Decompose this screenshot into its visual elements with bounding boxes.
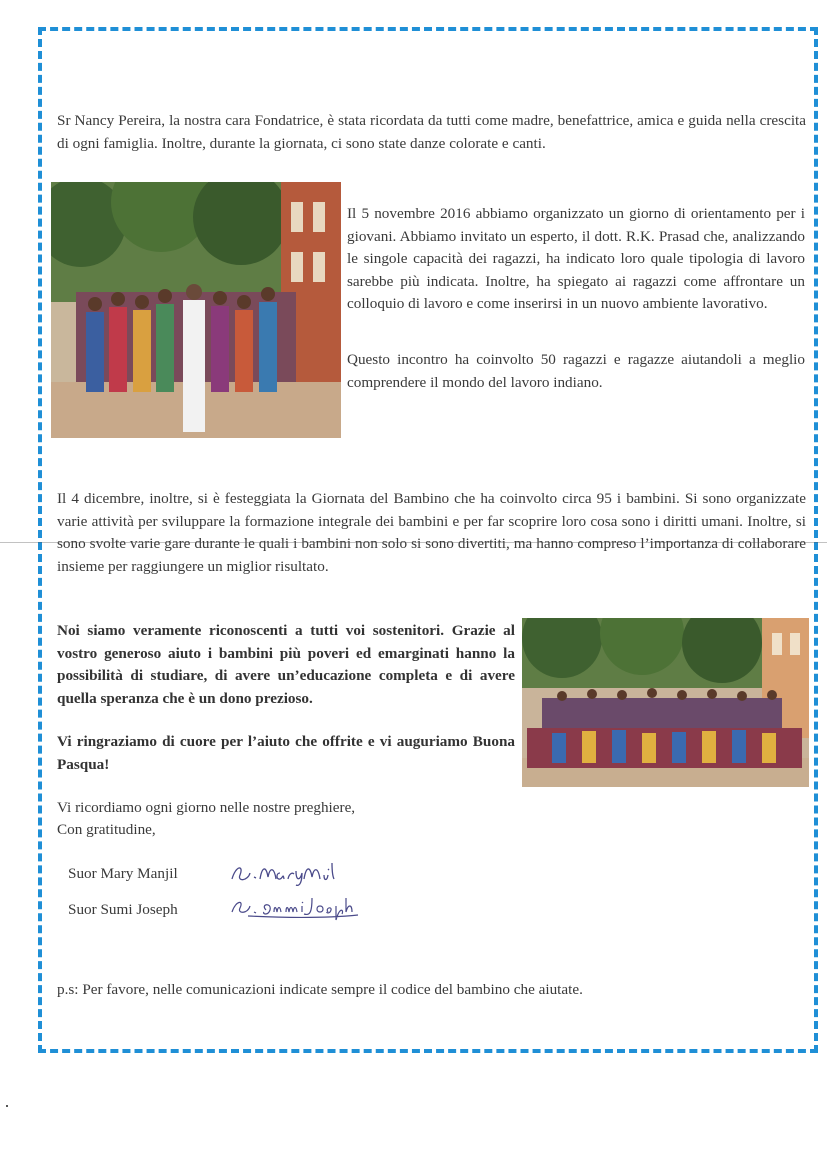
paper-fold-line xyxy=(0,542,827,543)
childrens-day-paragraph: Il 4 dicembre, inoltre, si è festeggiata la Giornata del Bambino che ha coinvolto circa 95 i bambini. Si sono organizzate varie attività per sviluppare la formazione integrale dei bambini e per far scoprire loro cosa sono i diritti umani. Inoltre, si sono svolte varie gare durante le quali i bambini non solo si sono divertiti, ma hanno compreso l’importanza di collaborare insieme per raggiungere un miglior risultato. xyxy=(57,490,806,575)
postscript: p.s: Per favore, nelle comunicazioni indicate sempre il codice del bambino che aiutate. xyxy=(57,981,583,998)
closing-line-2: Con gratitudine, xyxy=(57,821,156,838)
signatory-name-2: Suor Sumi Joseph xyxy=(68,901,178,918)
youth-group-photo xyxy=(51,182,341,438)
youth-group-photo-image xyxy=(51,182,341,438)
thanks-paragraph-1: Noi siamo veramente riconoscenti a tutti voi sostenitori. Grazie al vostro generoso aiuto i bambini più poveri ed emarginati hanno la possibilità di studiare, di avere un’educazione completa e di avere quella speranza che è un dono prezioso. xyxy=(57,622,515,707)
children-group-photo xyxy=(522,618,809,787)
thanks-paragraph-2: Vi ringraziamo di cuore per l’aiuto che offrite e vi auguriamo Buona Pasqua! xyxy=(57,733,515,773)
scan-speck xyxy=(6,1105,8,1107)
orientation-paragraph-1: Il 5 novembre 2016 abbiamo organizzato un giorno di orientamento per i giovani. Abbiamo invitato un esperto, il dott. R.K. Prasad che, analizzando le singole capacità dei ragazzi, ha indicato loro quale tipologia di lavoro sarebbe più indicata. Inoltre, ha spiegato ai ragazzi come affrontare un colloquio di lavoro e come inserirsi in un nuovo ambiente lavorativo. xyxy=(347,205,805,312)
handwritten-signature-2 xyxy=(228,892,363,922)
intro-paragraph: Sr Nancy Pereira, la nostra cara Fondatrice, è stata ricordata da tutti come madre, benefattrice, amica e guida nella crescita di ogni famiglia. Inoltre, durante la giornata, ci sono state danze colorate e canti. xyxy=(57,112,806,152)
closing-line-1: Vi ricordiamo ogni giorno nelle nostre preghiere, xyxy=(57,799,356,816)
orientation-paragraph-2: Questo incontro ha coinvolto 50 ragazzi e ragazze aiutandoli a meglio comprendere il mondo del lavoro indiano. xyxy=(347,351,805,391)
children-group-photo-image xyxy=(522,618,809,787)
handwritten-signature-1 xyxy=(228,855,338,889)
signatory-name-1: Suor Mary Manjil xyxy=(68,865,178,882)
